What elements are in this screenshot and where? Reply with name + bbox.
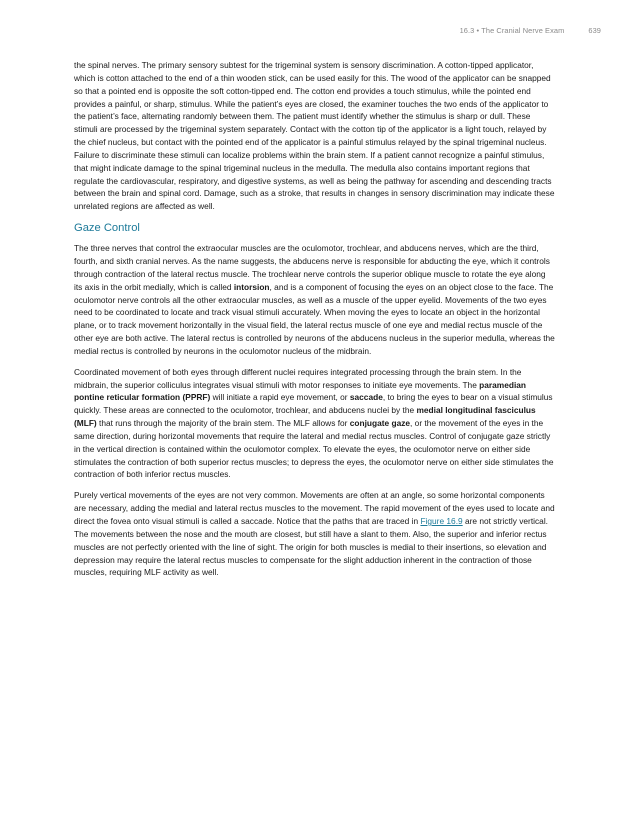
text-run: Purely vertical movements of the eyes are not very common. Movements are often at an angle, so some horizontal components are necessary, adding the medial and lateral rectus muscles to the movement. The rapid movement of the eyes used to locate and direct the fovea onto visual stimuli is called a saccade. Notice that the paths that are traced in: [74, 490, 555, 526]
text-run: Coordinated movement of both eyes through different nuclei requires integrated processing through the brain stem. In the midbrain, the superior colliculus integrates visual stimuli with motor responses to initiate eye movements. The: [74, 366, 522, 390]
text-run: that runs through the majority of the brain stem. The MLF allows for: [96, 418, 350, 429]
key-term-intorsion: intorsion: [233, 281, 270, 292]
figure-link[interactable]: Figure 16.9: [420, 516, 463, 526]
key-term-pprf: paramedian pontine reticular formation (PPRF): [74, 379, 527, 403]
paragraph-vertical-movements: [74, 489, 556, 579]
text-run: , to bring the eyes to bear on a visual stimulus quickly. These areas are connected to the oculomotor, trochlear, and abducens nuclei by the: [74, 392, 553, 416]
paragraph-text: the spinal nerves. The primary sensory subtest for the trigeminal system is sensory discrimination. A cotton-tipped applicator, which is cotton attached to the end of a thin wooden stick, can be used easily for this. The wood of the applicator can be snapped so that a pointed end is opposite the soft cotton-tipped end. The cotton end provides a touch stimulus, while the pointed end provides a painful, or sharp, stimulus. While the patient’s eyes are closed, the examiner touches the two ends of the applicator to the patient’s face, alternating randomly between them. The patient must identify whether the stimulus is sharp or dull. These stimuli are processed by the trigeminal system separately. Contact with the cotton tip of the applicator is a light touch, relayed by the chief nucleus, but contact with the pointed end of the applicator is a painful stimulus relayed by the spinal trigeminal nucleus. Failure to discriminate these stimuli can localize problems within the brain stem. If a patient cannot recognize a painful stimulus, that might indicate damage to the spinal trigeminal nucleus in the medulla. The medulla also contains important regions that regulate the cardiovascular, respiratory, and digestive systems, as well as being the pathway for ascending and descending tracts between the brain and spinal cord. Damage, such as a stroke, that results in changes in sensory discrimination may indicate these unrelated regions are affected as well.: [74, 60, 555, 212]
text-run: will initiate a rapid eye movement, or: [210, 392, 350, 403]
text-run: , or the movement of the eyes in the same direction, during horizontal movements that require the lateral and medial rectus muscles. Control of conjugate gaze strictly in the vertical direction is contained within the oculomotor complex. To elevate the eyes, the oculomotor nerve on either side stimulates the contraction of both superior rectus muscles; to depress the eyes, the oculomotor nerve on either side stimulates the contraction of both inferior rectus muscles.: [74, 418, 554, 480]
text-run: are not strictly vertical. The movements between the nose and the mouth are closest, but still have a slant to them. Also, the superior and inferior rectus muscles are not perfectly oriented with the line of sight. The origin for both muscles is medial to their insertions, so elevation and depression may require the lateral rectus muscles to compensate for the slight adduction inherent in the contraction of those muscles, requiring MLF activity as well.: [74, 516, 548, 578]
page-content: [74, 59, 556, 587]
paragraph-extraocular-nerves: [74, 242, 556, 358]
paragraph-coordinated-movement: [74, 366, 556, 482]
section-title: 16.3 • The Cranial Nerve Exam: [459, 26, 565, 35]
page-number: 639: [588, 26, 601, 35]
running-header: [460, 26, 601, 35]
key-term-conjugate-gaze: conjugate gaze: [349, 418, 411, 429]
key-term-saccade: saccade: [349, 392, 383, 403]
text-run: The three nerves that control the extraocular muscles are the oculomotor, trochlear, and abducens nerves, which are the third, fourth, and sixth cranial nerves. As the name suggests, the abducens nerve is responsible for abducting the eye, which it controls through contraction of the lateral rectus muscle. The trochlear nerve controls the superior oblique muscle to rotate the eye along its axis in the orbit medially, which is called: [74, 243, 550, 292]
text-run: , and is a component of focusing the eyes on an object close to the face. The oculomotor nerve controls all the other extraocular muscles, as well as a muscle of the upper eyelid. Movements of the two eyes need to be coordinated to locate and track visual stimuli accurately. When moving the eyes to locate an object in the horizontal plane, or to track movement horizontally in the visual field, the lateral rectus muscle of one eye and medial rectus muscle of the other eye are both active. The lateral rectus is controlled by neurons of the abducens nucleus in the superior medulla, whereas the medial rectus is controlled by neurons in the oculomotor nucleus of the midbrain.: [74, 281, 555, 356]
paragraph-trigeminal: [74, 59, 556, 213]
key-term-mlf: medial longitudinal fasciculus (MLF): [74, 405, 536, 429]
section-heading-gaze-control: Gaze Control: [74, 222, 140, 235]
